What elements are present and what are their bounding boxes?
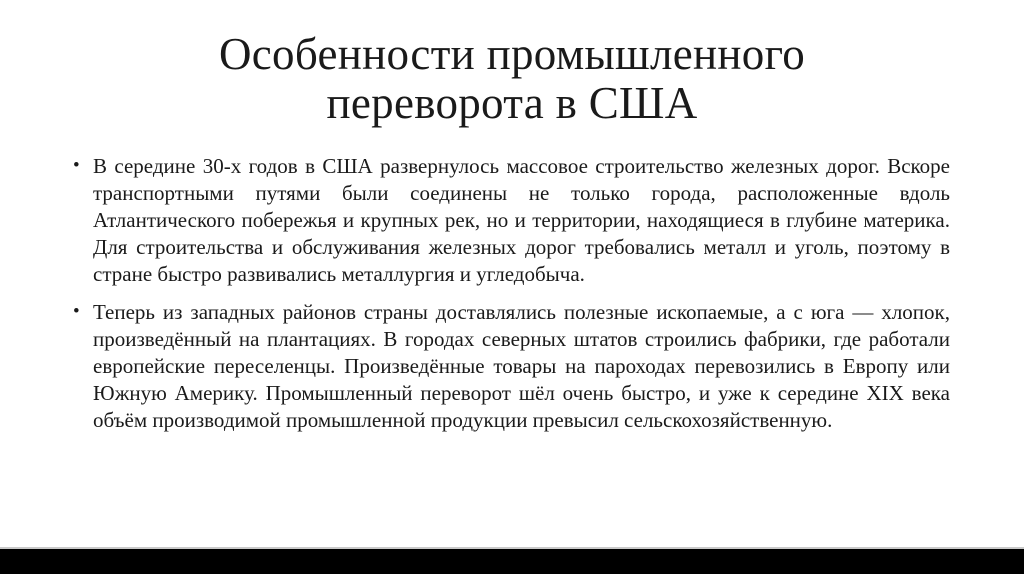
bullet-text-2: Теперь из западных районов страны доставлялись полезные ископаемые, а с юга — хлопок, произведённый на плантациях. В городах северных штатов строились фабрики, где работали европейские переселенцы. Произведённые товары на пароходах перевозились в Европу или Южную Америку. Промышленный переворот шёл очень быстро, и уже к середине XIX века объём производимой промышленной продукции превысил сельскохозяйственную.: [93, 300, 950, 433]
bullet-item-2: [73, 299, 950, 434]
bullet-marker-icon: •: [73, 301, 80, 323]
bullet-list: [73, 153, 950, 434]
bullet-text-1: В середине 30-х годов в США развернулось массовое строительство железных дорог. Вскоре транспортными путями были соединены не только города, расположенные вдоль Атлантического побережья и крупных рек, но и территории, находящиеся в глубине материка. Для строительства и обслуживания железных дорог требовались металл и уголь, поэтому в стране быстро развивались металлургия и угледобыча.: [93, 154, 950, 287]
slide-title: Особенности промышленного переворота в США: [218, 29, 806, 128]
bullet-marker-icon: •: [73, 155, 80, 177]
slide-body: [73, 153, 950, 434]
footer-bar: [0, 547, 1024, 574]
bullet-item-1: [73, 153, 950, 288]
